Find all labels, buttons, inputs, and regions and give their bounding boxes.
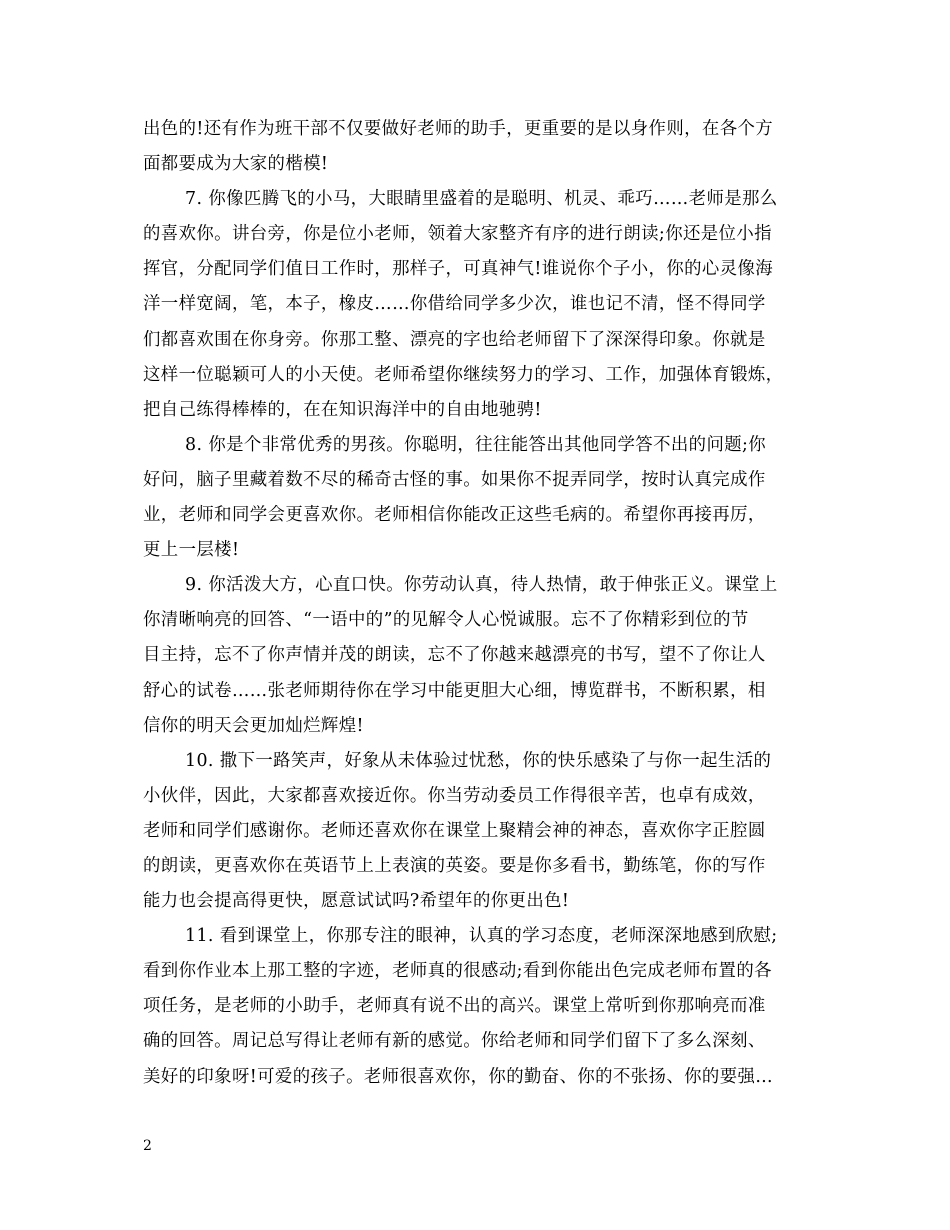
paragraph-comment-7 xyxy=(143,182,811,428)
text-line: 美好的印象呀!可爱的孩子。老师很喜欢你，你的勤奋、你的不张扬、你的要强… xyxy=(143,1066,774,1087)
text-line: 们都喜欢围在你身旁。你那工整、漂亮的字也给老师留下了深深得印象。你就是 xyxy=(143,329,766,350)
text-line: 11. 看到课堂上，你那专注的眼神，认真的学习态度，老师深深地感到欣慰; xyxy=(185,926,778,947)
text-line: 的喜欢你。讲台旁，你是位小老师，领着大家整齐有序的进行朗读;你还是位小指 xyxy=(143,224,772,245)
text-line: 看到你作业本上那工整的字迹，老师真的很感动;看到你能出色完成老师布置的各 xyxy=(143,961,772,982)
paragraph-continuation xyxy=(143,112,811,182)
text-line: 出色的!还有作为班干部不仅要做好老师的助手，更重要的是以身作则，在各个方 xyxy=(143,119,774,139)
text-line: 这样一位聪颖可人的小天使。老师希望你继续努力的学习、工作，加强体育锻炼， xyxy=(143,364,784,385)
text-line: 目主持，忘不了你声情并茂的朗读，忘不了你越来越漂亮的书写，望不了你让人 xyxy=(143,645,766,666)
text-line: 确的回答。周记总写得让老师有新的感觉。你给老师和同学们留下了多么深刻、 xyxy=(143,1031,766,1052)
text-line: 面都要成为大家的楷模! xyxy=(143,154,329,175)
text-line: 舒心的试卷……张老师期待你在学习中能更胆大心细，博览群书，不断积累，相 xyxy=(143,680,766,701)
paragraph-comment-8 xyxy=(143,428,811,568)
text-line: 挥官，分配同学们值日工作时，那样子，可真神气!谁说你个子小，你的心灵像海 xyxy=(143,259,774,280)
text-line: 的朗读，更喜欢你在英语节上上表演的英姿。要是你多看书，勤练笔，你的写作 xyxy=(143,855,766,876)
page-number: 2 xyxy=(143,1138,152,1154)
text-line: 9. 你活泼大方，心直口快。你劳动认真，待人热情，敢于伸张正义。课堂上 xyxy=(185,575,778,596)
text-line: 好问，脑子里藏着数不尽的稀奇古怪的事。如果你不捉弄同学，按时认真完成作 xyxy=(143,469,766,490)
text-line: 把自己练得棒棒的，在在知识海洋中的自由地驰骋! xyxy=(143,399,542,420)
text-line: 7. 你像匹腾飞的小马，大眼睛里盛着的是聪明、机灵、乖巧……老师是那么 xyxy=(185,189,778,210)
document-body xyxy=(143,112,811,1095)
text-line: 信你的明天会更加灿烂辉煌! xyxy=(143,715,364,736)
text-line: 老师和同学们感谢你。老师还喜欢你在课堂上聚精会神的神态，喜欢你字正腔圆 xyxy=(143,820,766,841)
paragraph-comment-9 xyxy=(143,568,811,743)
text-line: 10. 撒下一路笑声，好象从未体验过忧愁，你的快乐感染了与你一起生活的 xyxy=(185,750,772,771)
paragraph-comment-11 xyxy=(143,919,811,1094)
text-line: 业，老师和同学会更喜欢你。老师相信你能改正这些毛病的。希望你再接再厉， xyxy=(143,505,766,526)
paragraph-comment-10 xyxy=(143,744,811,919)
text-line: 洋一样宽阔，笔，本子，橡皮……你借给同学多少次，谁也记不清，怪不得同学 xyxy=(143,294,766,315)
text-line: 更上一层楼! xyxy=(143,540,240,561)
text-line: 8. 你是个非常优秀的男孩。你聪明，往往能答出其他同学答不出的问题;你 xyxy=(185,434,767,455)
text-line: 项任务，是老师的小助手，老师真有说不出的高兴。课堂上常听到你那响亮而准 xyxy=(143,996,766,1017)
text-line: 你清晰响亮的回答、“一语中的”的见解令人心悦诚服。忘不了你精彩到位的节 xyxy=(143,610,749,631)
text-line: 能力也会提高得更快，愿意试试吗?希望年的你更出色! xyxy=(143,891,570,912)
text-line: 小伙伴，因此，大家都喜欢接近你。你当劳动委员工作得很辛苦，也卓有成效， xyxy=(143,785,766,806)
